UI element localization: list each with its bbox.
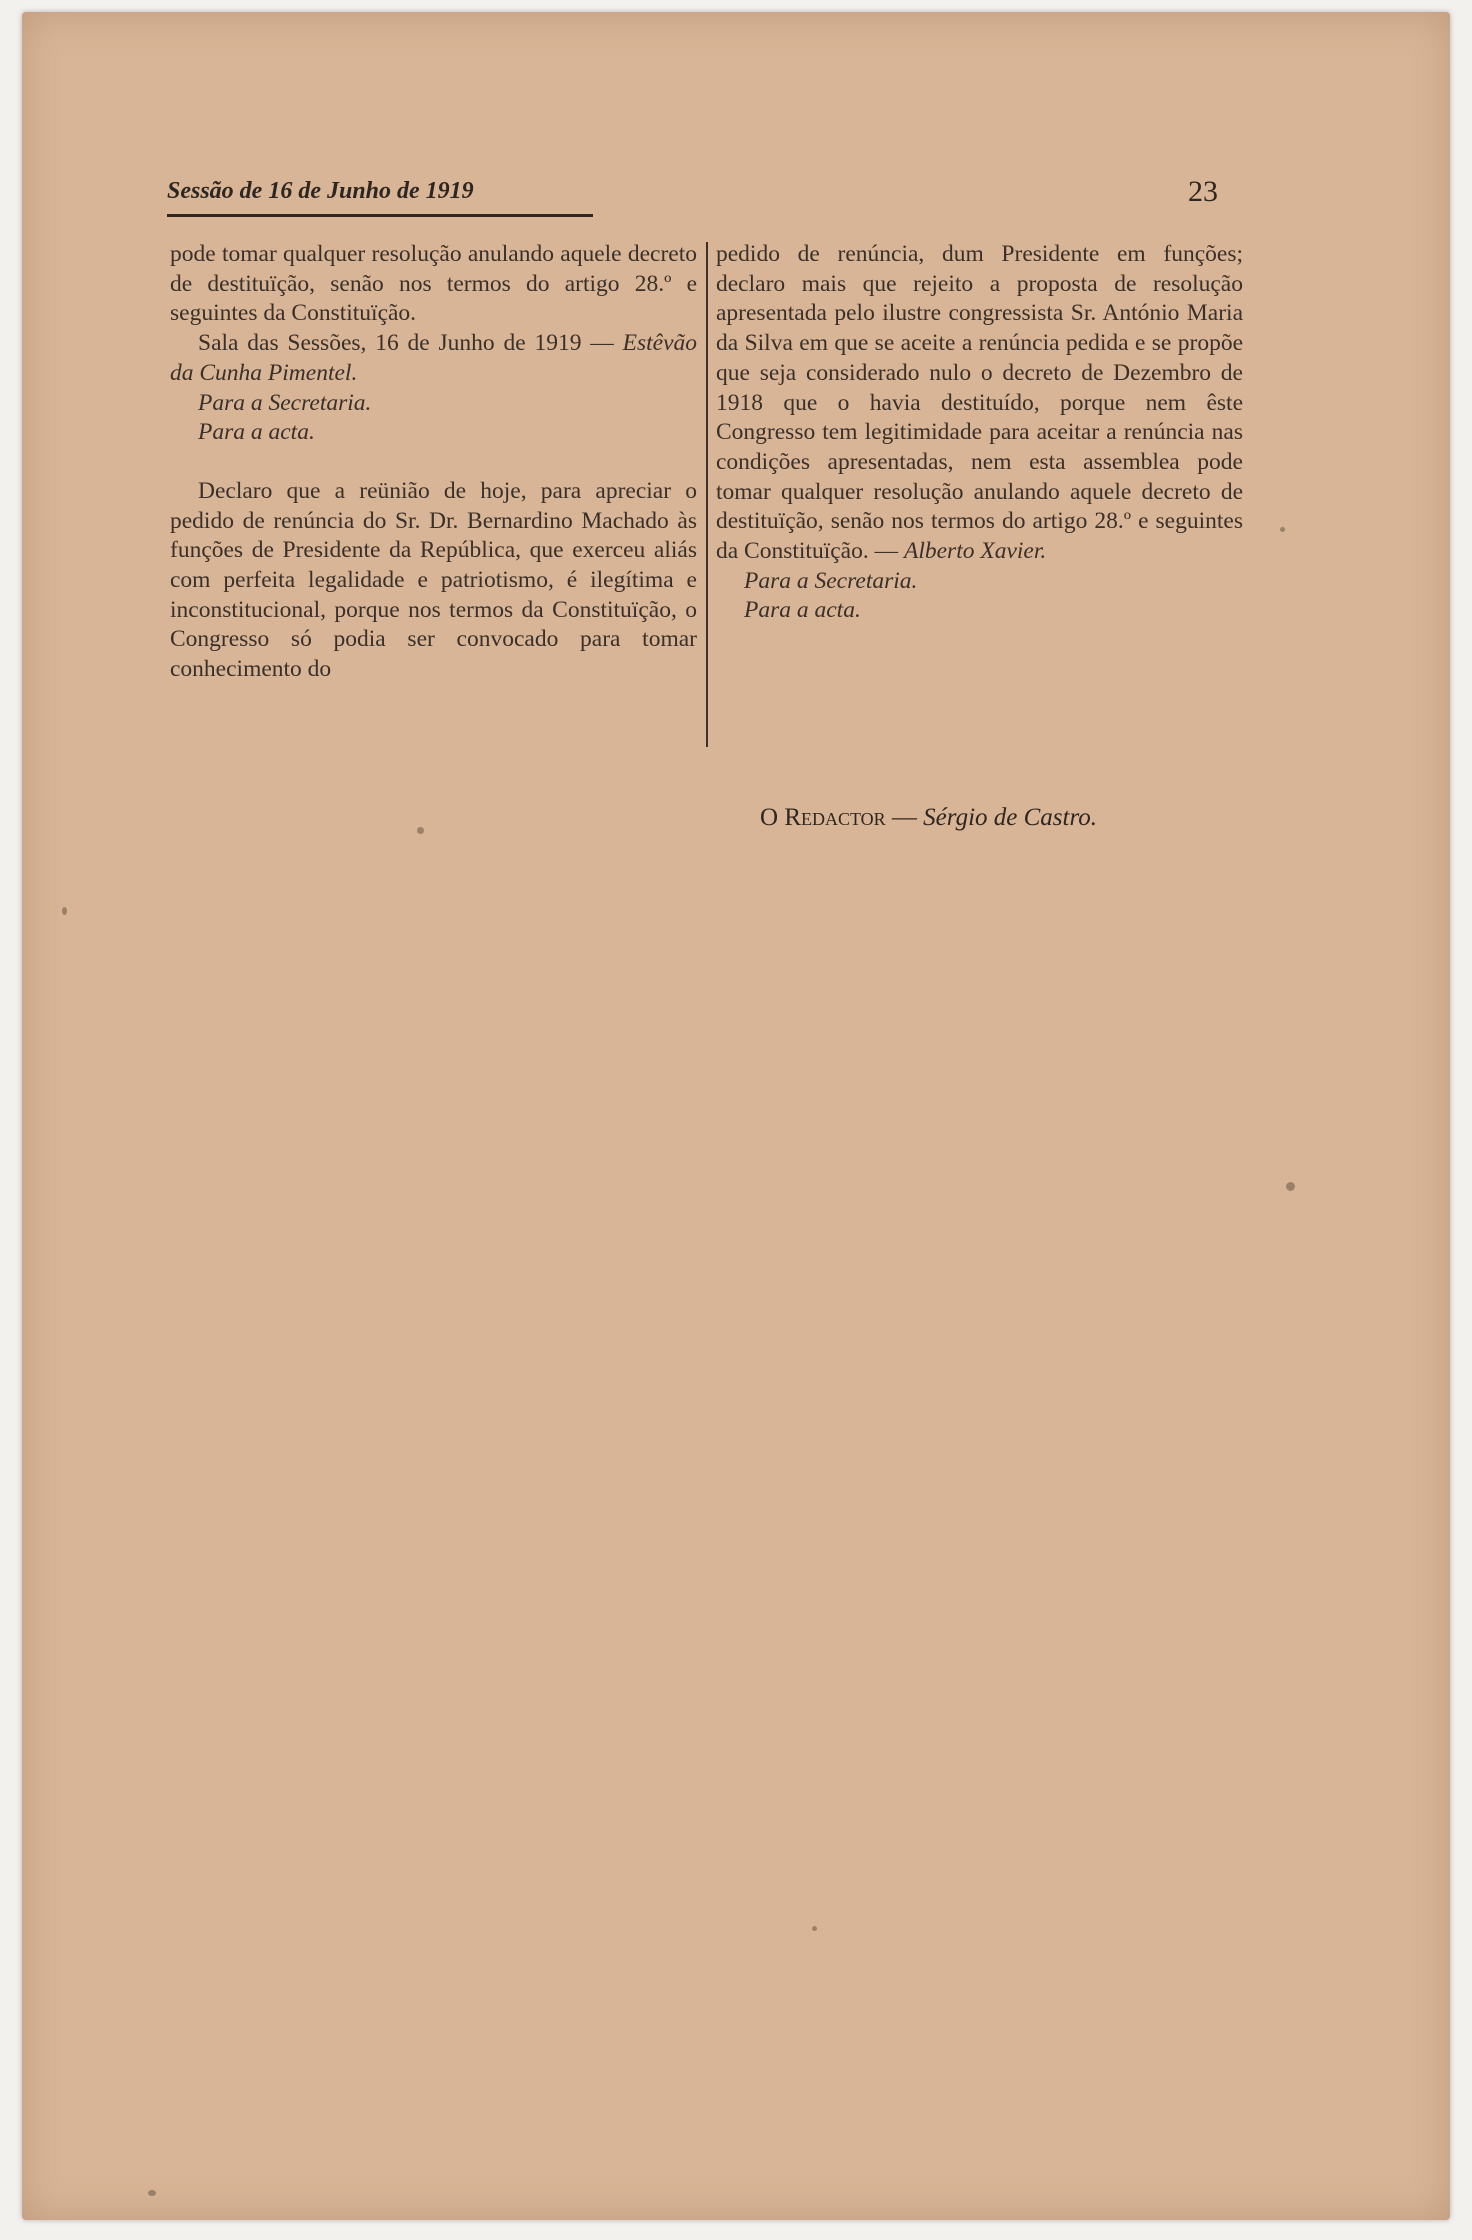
left-paragraph-2	[170, 329, 697, 388]
paper-speck	[417, 827, 424, 834]
left-column	[170, 240, 697, 685]
document-page	[22, 12, 1450, 2220]
paper-speck	[62, 907, 67, 915]
right-paragraph-1	[716, 240, 1243, 567]
signature-alberto: Alberto Xavier.	[903, 538, 1047, 565]
redactor-title: Redactor	[784, 804, 886, 831]
redactor-signature	[760, 804, 1097, 832]
column-divider	[706, 242, 708, 747]
right-directive-secretaria: Para a Secretaria.	[744, 567, 918, 594]
left-paragraph-1: pode tomar qualquer resolução anulando aquele decreto de destituïção, senão nos termos do artigo 28.º e seguintes da Constituïção.	[170, 241, 697, 327]
right-directive-acta: Para a acta.	[744, 597, 861, 624]
paper-speck	[1286, 1182, 1295, 1191]
left-paragraph-3: Declaro que a reünião de hoje, para apreciar o pedido de renúncia do Sr. Dr. Bernardino Machado às funções de Presidente da República, que exerceu aliás com perfeita legalidade e patriotismo, é ilegítima e inconstitucional, porque nos termos da Constituïção, o Congresso só podia ser convocado para tomar conhecimento do	[170, 477, 697, 683]
header-rule	[167, 214, 593, 217]
right-column	[716, 240, 1243, 626]
session-date-text: Sala das Sessões, 16 de Junho de 1919 —	[198, 330, 623, 357]
signature-estevao: Estêvão da Cunha Pimentel.	[170, 330, 697, 386]
redactor-dash: —	[885, 804, 924, 831]
page-number: 23	[1188, 175, 1218, 208]
redactor-name: Sérgio de Castro.	[923, 804, 1098, 831]
redactor-prefix: O	[760, 804, 785, 831]
declaration-continuation: pedido de renúncia, dum Presidente em funções; declaro mais que rejeito a proposta de resolução apresentada pelo ilustre congressista Sr. António Maria da Silva em que se aceite a renúncia pedida e se propõe que seja considerado nulo o decreto de Dezembro de 1918 que o havia destituído, porque nem êste Congresso tem legitimidade para aceitar a renúncia nas condições apresentadas, nem esta assemblea pode tomar qualquer resolução anulando aquele decreto de destituïção, senão nos termos do artigo 28.º e seguintes da Constituïção. —	[716, 241, 1243, 565]
paper-speck	[1280, 527, 1285, 532]
paper-speck	[812, 1926, 817, 1931]
running-head: Sessão de 16 de Junho de 1919	[167, 178, 474, 204]
left-directive-acta: Para a acta.	[198, 419, 315, 446]
paper-speck	[148, 2190, 156, 2196]
left-directive-secretaria: Para a Secretaria.	[198, 389, 372, 416]
